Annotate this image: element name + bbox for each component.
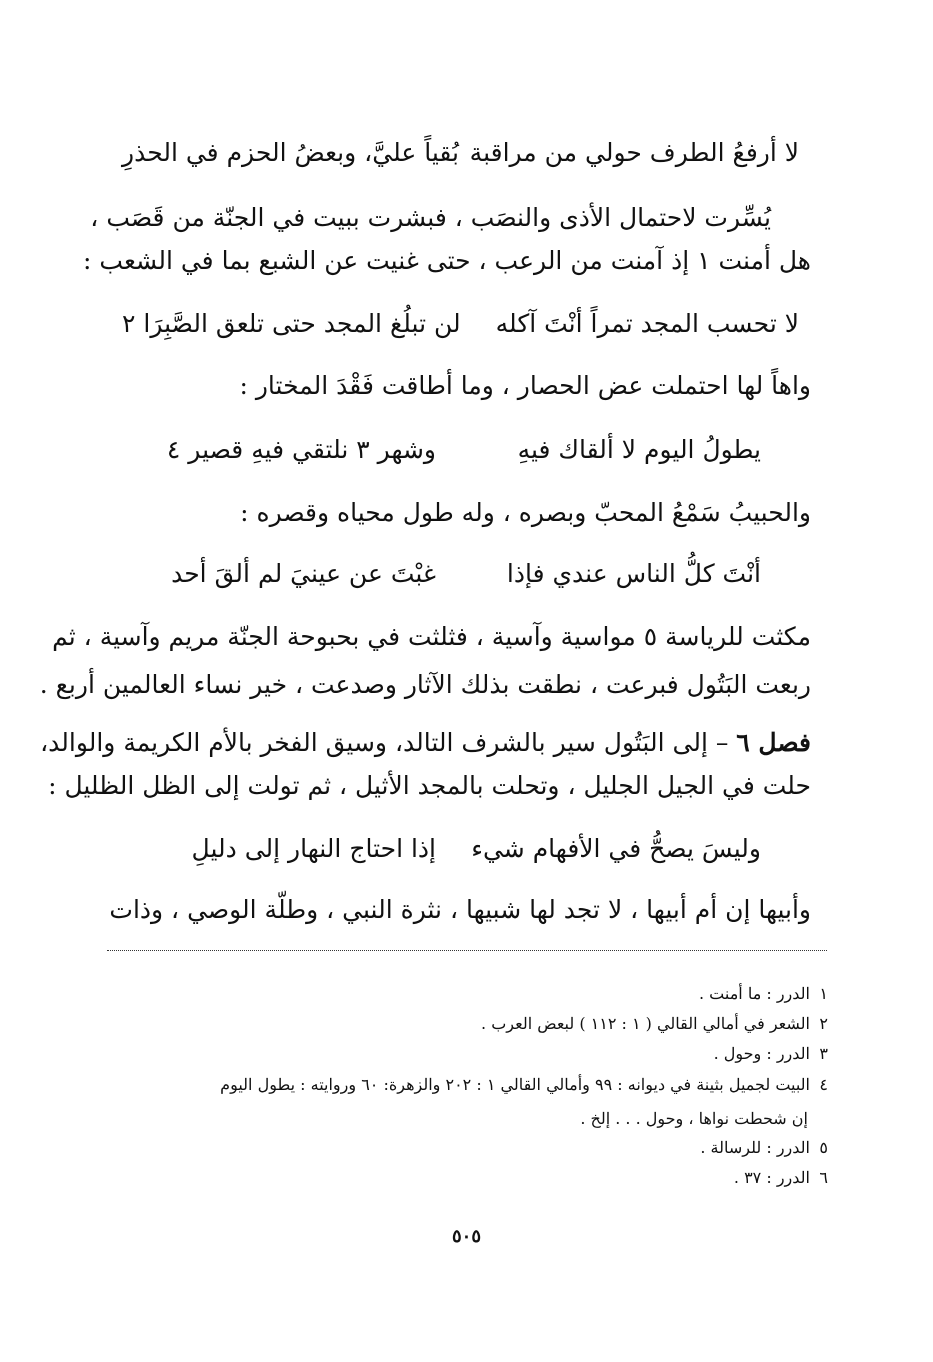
footnote-number: ٢	[819, 1014, 828, 1033]
verse-1-first-hemistich: لا أرفعُ الطرف حولي من مراقبة	[469, 138, 799, 167]
verse-5	[122, 836, 811, 861]
page-number: ٥٠٥	[451, 1226, 481, 1247]
footnote-text: الدرر : ما أمنت .	[699, 984, 810, 1003]
footnote-number: ٥	[819, 1138, 828, 1157]
verse-1	[122, 140, 811, 165]
footnote-text: الدرر : ٣٧ .	[733, 1168, 810, 1187]
section-heading: فصل ٦	[736, 728, 811, 757]
verse-4-second-hemistich: غبْتَ عن عينيَ لم ألقَ أحد	[171, 559, 436, 588]
footnote-text: البيت لجميل بثينة في ديوانه : ٩٩ وأمالي القالي ١ : ٢٠٢ والزهرة: ٦٠ وروايته : يطول اليوم	[220, 1075, 810, 1094]
verse-3-first-hemistich: يطولُ اليوم لا ألقاك فيهِ	[517, 435, 761, 464]
prose-line-2: يُسِّرت لاحتمال الأذى والنصَب ، فبشرت ببيت في الجنّة من قَصَب ،	[90, 203, 771, 232]
footnote-separator	[107, 950, 827, 951]
footnote-1	[132, 986, 828, 1002]
prose-line-14: وأبيها إن أم أبيها ، لا تجد لها شبيها ، نثرة النبي ، وطلّة الوصي ، وذات	[109, 895, 811, 924]
footnote-5	[132, 1140, 828, 1156]
prose-line-11	[40, 728, 811, 757]
footnote-2	[132, 1016, 828, 1032]
verse-5-second-hemistich: إذا احتاج النهار إلى دليلِ	[191, 834, 436, 863]
footnote-text: الشعر في أمالي القالي ( ١ : ١١٢ ) لبعض العرب .	[481, 1014, 810, 1033]
verse-5-first-hemistich: وليسَ يصحُّ في الأفهام شيء	[471, 834, 761, 863]
verse-3-second-hemistich: وشهر ٣ نلتقي فيهِ قصير ٤	[166, 435, 436, 464]
footnote-4-continuation: إن شحطت نواها ، وحول . . . إلخ .	[580, 1109, 808, 1128]
footnote-text: الدرر : وحول .	[713, 1044, 810, 1063]
prose-line-5: واهاً لها احتملت عض الحصار ، وما أطاقت فَقْدَ المختار :	[239, 371, 811, 400]
prose-line-10: ربعت البَتُول فبرعت ، نطقت بذلك الآثار وصدعت ، خير نساء العالمين أربع .	[39, 670, 811, 699]
prose-line-3: هل أمنت ١ إذ آمنت من الرعب ، حتى غنيت عن الشبع بما في الشعب :	[83, 246, 811, 275]
verse-4-first-hemistich: أنْتَ كلُّ الناس عندي فإذا	[506, 559, 761, 588]
prose-line-12: حلت في الجيل الجليل ، وتحلت بالمجد الأثيل ، ثم تولت إلى الظل الظليل :	[48, 771, 811, 800]
verse-1-second-hemistich: بُقياً عليَّ، وبعضُ الحزم في الحذرِ	[122, 138, 459, 167]
prose-line-7: والحبيبُ سَمْعُ المحبّ وبصره ، وله طول محياه وقصره :	[240, 498, 811, 527]
section-text: – إلى البَتُول سير بالشرف التالد، وسيق الفخر بالأم الكريمة والوالد،	[40, 728, 737, 757]
footnote-text: الدرر : للرسالة .	[700, 1138, 810, 1157]
footnote-number: ٤	[819, 1075, 828, 1094]
verse-2-first-hemistich: لا تحسب المجد تمراً أنْتَ آكله	[495, 309, 799, 338]
footnote-number: ١	[819, 984, 828, 1003]
footnote-number: ٣	[819, 1044, 828, 1063]
verse-2	[122, 311, 811, 336]
footnote-number: ٦	[819, 1168, 828, 1187]
verse-3	[122, 437, 811, 462]
prose-line-9: مكثت للرياسة ٥ مواسية وآسية ، فثلثت في بحبوحة الجنّة مريم وآسية ، ثم	[52, 622, 811, 651]
footnote-6	[132, 1170, 828, 1186]
verse-4	[122, 561, 811, 586]
verse-2-second-hemistich: لن تبلُغ المجد حتى تلعق الصَّبِرَا ٢	[122, 309, 461, 338]
footnote-3	[132, 1046, 828, 1062]
footnote-4	[132, 1077, 828, 1093]
